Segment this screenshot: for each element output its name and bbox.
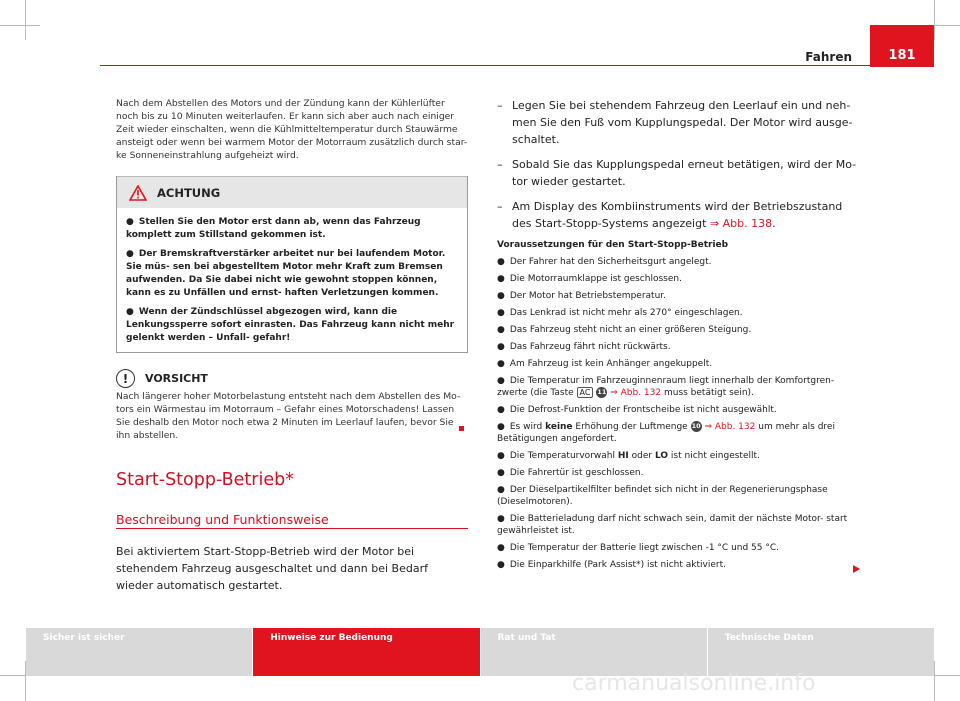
bullet-icon: ●: [497, 342, 505, 352]
list-item: [497, 375, 857, 399]
subsection-title: Beschreibung und Funktionsweise: [116, 512, 329, 527]
list-item-text: Der Fahrer hat den Sicherheitsgurt angelegt.: [509, 257, 712, 267]
list-item-text: Der Motor hat Betriebstemperatur.: [509, 291, 667, 301]
step-text: Sobald Sie das Kupplungspedal erneut betätigen, wird der Mo- tor wieder gestartet.: [512, 158, 857, 188]
figure-link[interactable]: ⇒ Abb. 138: [709, 217, 773, 230]
list-item: [497, 358, 857, 370]
ac-key-icon: AC: [577, 387, 594, 398]
achtung-box: [116, 176, 468, 353]
list-item: [497, 256, 857, 268]
achtung-item: [126, 216, 458, 242]
subsection-rule: [116, 528, 468, 529]
crop-mark: [934, 0, 935, 40]
bullet-icon: ●: [497, 485, 505, 495]
right-column: [497, 97, 857, 576]
emphasis-text: HI: [617, 451, 629, 461]
bullet-icon: ●: [497, 514, 505, 524]
list-item-text: Das Fahrzeug steht nicht an einer größeren Steigung.: [509, 325, 752, 335]
bullet-icon: ●: [126, 307, 134, 317]
list-item-text: Die Einparkhilfe (Park Assist*) ist nicht aktiviert.: [509, 560, 726, 570]
figure-link[interactable]: ⇒ Abb. 132: [610, 388, 662, 398]
footer-tab-active[interactable]: Hinweise zur Bedienung: [253, 628, 479, 676]
step-text: Legen Sie bei stehendem Fahrzeug den Leerlauf ein und neh- men Sie den Fuß vom Kupplungspedal. Der Motor wird ausge- schaltet.: [512, 99, 853, 146]
vorsicht-title: VORSICHT: [145, 372, 208, 385]
list-item: [497, 450, 857, 462]
list-item-text: Das Lenkrad ist nicht mehr als 270° eingeschlagen.: [509, 308, 743, 318]
list-item: [497, 559, 857, 571]
section-intro: Bei aktiviertem Start-Stopp-Betrieb wird der Motor bei stehendem Fahrzeug ausgeschaltet und dann bei Bedarf wieder automatisch gestartet.: [116, 545, 428, 592]
exclamation-circle-icon: !: [116, 369, 135, 388]
list-item: [497, 467, 857, 479]
page-number: 181: [870, 25, 934, 67]
requirements-title: Voraussetzungen für den Start-Stopp-Betrieb: [497, 240, 729, 250]
dash-marker: –: [497, 158, 503, 171]
achtung-title: ACHTUNG: [157, 185, 221, 200]
bullet-icon: ●: [497, 274, 505, 284]
footer-nav: [26, 628, 934, 676]
achtung-item: [126, 248, 458, 300]
list-item-text: Der Dieselpartikelfilter befindet sich nicht in der Regenerierungsphase (Dieselmotoren).: [497, 485, 828, 507]
emphasis-text: LO: [654, 451, 669, 461]
intro-paragraph: Nach dem Abstellen des Motors und der Zündung kann der Kühlerlüfter noch bis zu 10 Minuten weiterlaufen. Er kann sich aber auch nach einiger Zeit wieder einschalten, wenn die Kühlmitteltemperatur durch Stauwärme ansteigt oder wenn bei warmem Motor der Motorraum zusätzlich durch star- ke Sonneneinstrahlung aufgeheizt wird.: [116, 98, 468, 161]
footer-tab[interactable]: Rat und Tat: [481, 628, 707, 676]
header-rule: [100, 65, 870, 66]
section-title: Start-Stopp-Betrieb*: [116, 470, 294, 490]
bullet-icon: ●: [497, 451, 505, 461]
callout-number: 11: [597, 388, 607, 396]
list-item: [497, 341, 857, 353]
list-item: [497, 307, 857, 319]
list-item-text: Das Fahrzeug fährt nicht rückwärts.: [509, 342, 671, 352]
achtung-body: [117, 208, 467, 352]
list-item: [497, 542, 857, 554]
step-item: [497, 198, 857, 232]
achtung-item-text: Stellen Sie den Motor erst dann ab, wenn das Fahrzeug komplett zum Stillstand gekommen ist.: [126, 217, 421, 240]
dash-marker: –: [497, 99, 503, 112]
footer-tab[interactable]: Sicher ist sicher: [26, 628, 252, 676]
bullet-icon: ●: [497, 560, 505, 570]
list-item-text: Die Temperatur der Batterie liegt zwischen -1 °C und 55 °C.: [509, 543, 780, 553]
step-text: Am Display des Kombiinstruments wird der Betriebszustand des Start-Stopp-Systems angezeigt: [512, 200, 843, 230]
footer-tab[interactable]: Technische Daten: [708, 628, 934, 676]
bullet-icon: ●: [126, 217, 134, 227]
step-item: [497, 156, 857, 190]
list-item: [497, 324, 857, 336]
crop-mark: [0, 25, 40, 26]
list-item: [497, 404, 857, 416]
callout-number: 10: [691, 422, 701, 430]
list-item-text: muss betätigt sein).: [663, 388, 754, 398]
crop-mark: [934, 661, 935, 701]
section-end-marker: [459, 426, 464, 431]
vorsicht-text: Nach längerer hoher Motorbelastung entsteht nach dem Abstellen des Mo- tors ein Wärmestau im Motorraum – Gefahr eines Motorschadens! Lassen Sie deshalb den Motor noch etwa 2 Minuten im Leerlauf laufen, bevor Sie ihn abstellen.: [116, 391, 461, 441]
list-item: [497, 290, 857, 302]
list-item-text: Die Defrost-Funktion der Frontscheibe ist nicht ausgewählt.: [509, 405, 777, 415]
warning-triangle-icon: [129, 185, 147, 201]
vorsicht-note: [116, 369, 468, 442]
bullet-icon: ●: [497, 291, 505, 301]
dash-marker: –: [497, 200, 503, 213]
bullet-icon: ●: [497, 359, 505, 369]
bullet-icon: ●: [497, 405, 505, 415]
achtung-item: [126, 306, 458, 345]
bullet-icon: ●: [497, 376, 505, 386]
bullet-icon: ●: [497, 468, 505, 478]
figure-link[interactable]: ⇒ Abb. 132: [704, 422, 756, 432]
list-item: [497, 513, 857, 537]
list-item-text: Am Fahrzeug ist kein Anhänger angekuppelt.: [509, 359, 713, 369]
list-item-text: Die Motorraumklappe ist geschlossen.: [509, 274, 682, 284]
vorsicht-header: [116, 369, 468, 388]
left-column: [116, 97, 468, 442]
watermark: carmanualsonline.info: [572, 671, 816, 696]
requirements-list: [497, 256, 857, 370]
step-item: [497, 97, 857, 148]
bullet-icon: ●: [497, 257, 505, 267]
continue-arrow-icon: [853, 565, 860, 573]
list-item-text: ist nicht eingestellt.: [670, 451, 760, 461]
list-item: [497, 484, 857, 508]
list-item-text: Die Temperatur im Fahrzeuginnenraum liegt innerhalb der Komfortgren- zwerte (die Taste: [497, 376, 835, 398]
list-item-text: Die Batterieladung darf nicht schwach sein, damit der nächste Motor- start gewährleistet ist.: [497, 514, 848, 536]
list-item-text: oder: [631, 451, 653, 461]
bullet-icon: ●: [497, 308, 505, 318]
list-item-text: Die Fahrertür ist geschlossen.: [509, 468, 644, 478]
bullet-icon: ●: [497, 422, 505, 432]
list-item-text: Die Temperaturvorwahl: [509, 451, 615, 461]
achtung-item-text: Wenn der Zündschlüssel abgezogen wird, kann die Lenkungssperre sofort einrasten. Das Fahrzeug kann nicht mehr gelenkt werden – Unfall- gefahr!: [126, 307, 455, 343]
step-tail: .: [772, 217, 776, 230]
list-item: [497, 421, 857, 445]
bullet-icon: ●: [126, 249, 134, 259]
bullet-icon: ●: [497, 325, 505, 335]
header-section-title: Fahren: [805, 50, 852, 64]
list-item: [497, 273, 857, 285]
list-item-text: Es wird: [509, 422, 543, 432]
crop-mark: [25, 0, 26, 40]
achtung-item-text: Der Bremskraftverstärker arbeitet nur bei laufendem Motor. Sie müs- sen bei abgestelltem Motor mehr Kraft zum Bremsen aufwenden. Da Sie dabei nicht wie gewohnt stoppen können, kann es zu Unfällen und ernst- haften Verletzungen kommen.: [126, 249, 446, 298]
emphasis-text: keine: [545, 422, 573, 432]
requirements-list-continued: [497, 467, 857, 571]
list-item-text: um mehr als drei Betätigungen angefordert.: [497, 422, 835, 444]
bullet-icon: ●: [497, 543, 505, 553]
list-item-text: Erhöhung der Luftmenge: [575, 422, 688, 432]
achtung-header: [117, 176, 467, 208]
